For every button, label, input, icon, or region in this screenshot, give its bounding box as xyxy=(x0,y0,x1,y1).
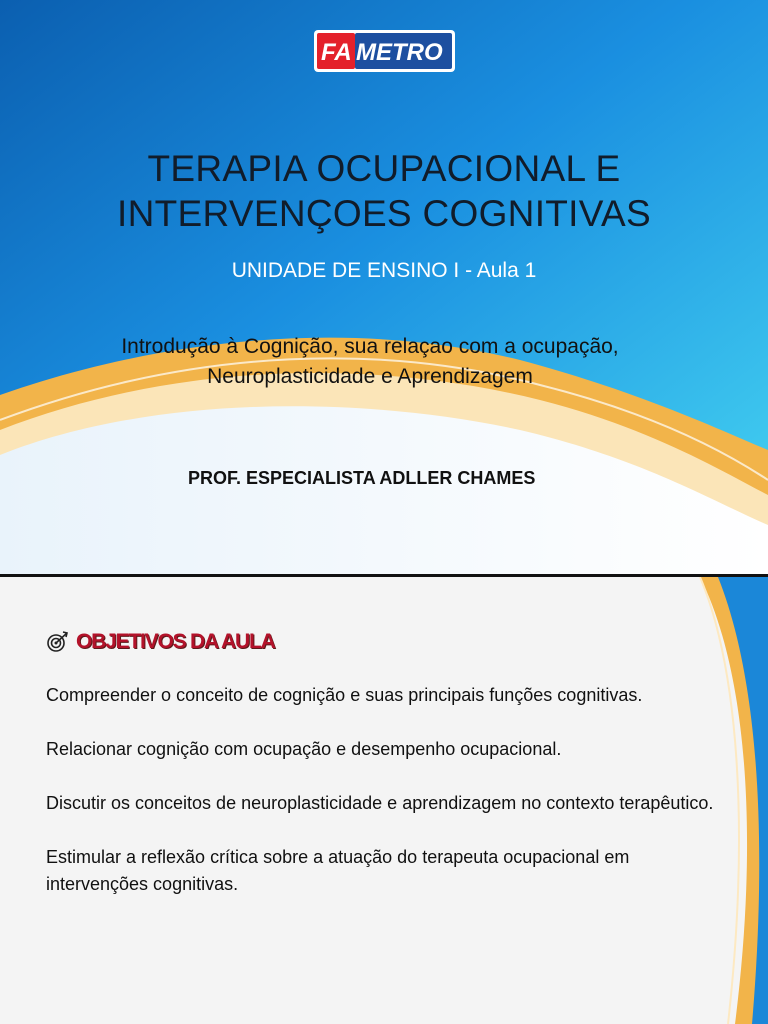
logo-text-fa: FA xyxy=(321,39,352,66)
objective-item-4: Estimular a reflexão crítica sobre a atuação do terapeuta ocupacional em intervenções cognitivas. xyxy=(46,847,630,894)
objective-item-1: Compreender o conceito de cognição e suas principais funções cognitivas. xyxy=(46,685,643,705)
title-line-1: TERAPIA OCUPACIONAL E xyxy=(147,148,621,189)
objective-item-3: Discutir os conceitos de neuroplasticidade e aprendizagem no contexto terapêutico. xyxy=(46,793,714,813)
objectives-slide xyxy=(0,577,768,1024)
intro-line-2: Neuroplasticidade e Aprendizagem xyxy=(207,365,533,388)
slide-title xyxy=(0,146,768,236)
intro-line-1: Introdução à Cognição, sua relaçao com a ocupação, xyxy=(121,335,619,358)
objectives-title: OBJETIVOS DA AULA xyxy=(76,630,275,653)
professor-name: PROF. ESPECIALISTA ADLLER CHAMES xyxy=(188,468,536,488)
intro-text xyxy=(0,332,740,392)
logo-text-metro: METRO xyxy=(356,39,443,66)
title-line-2: INTERVENÇOES COGNITIVAS xyxy=(117,193,651,234)
objectives-heading xyxy=(46,627,275,657)
target-icon xyxy=(46,630,70,654)
fametro-logo xyxy=(314,30,455,72)
objective-item-2: Relacionar cognição com ocupação e desempenho ocupacional. xyxy=(46,739,562,759)
slide-subtitle: UNIDADE DE ENSINO I - Aula 1 xyxy=(231,259,537,282)
objectives-list xyxy=(46,682,726,925)
